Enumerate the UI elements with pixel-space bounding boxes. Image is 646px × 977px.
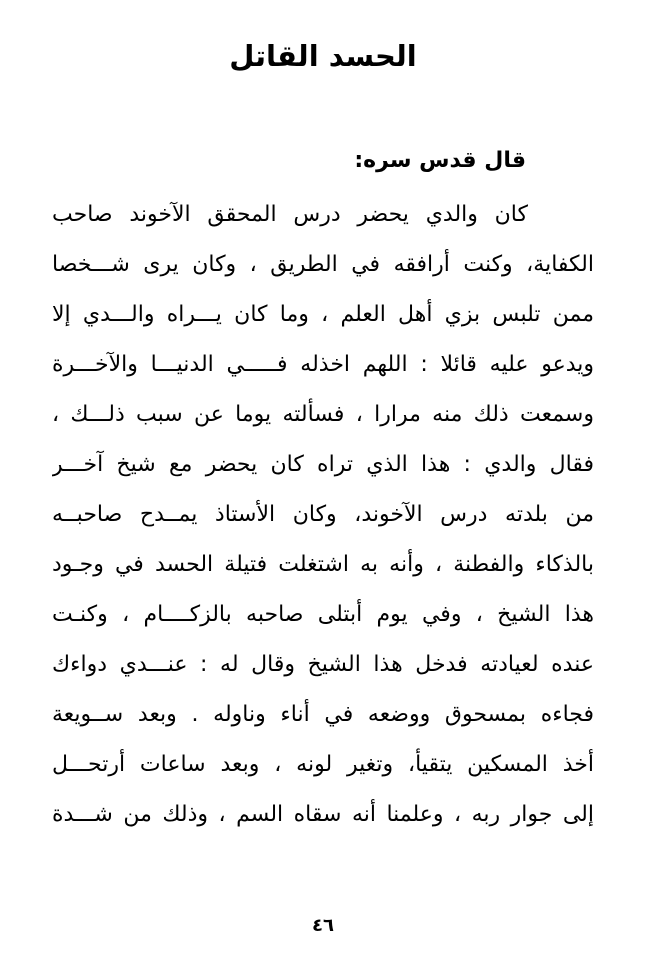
page-title: الحسد القاتل xyxy=(229,39,417,73)
body-text xyxy=(52,195,594,845)
text-line: من بلدته درس الآخوند، وكان الأستاذ يمــدح صاحبــه xyxy=(52,502,594,527)
text-line: كان والدي يحضر درس المحقق الآخوند صاحب xyxy=(52,202,528,227)
section-heading: قال قدس سره: xyxy=(354,148,526,173)
text-line: عنده لعيادته فدخل هذا الشيخ وقال له : عنـــدي دواءك xyxy=(52,652,594,677)
text-line: أخذ المسكين يتقيأ، وتغير لونه ، وبعد ساعات أرتحـــل xyxy=(52,752,594,777)
text-line: فجاءه بمسحوق ووضعه في أناء وناوله . وبعد ســويعة xyxy=(52,702,594,727)
text-line: إلى جوار ربه ، وعلمنا أنه سقاه السم ، وذلك من شـــدة xyxy=(52,802,594,827)
text-line: ويدعو عليه قائلا : اللهم اخذله فـــــي الدنيـــا والآخـــرة xyxy=(52,352,594,377)
text-line: هذا الشيخ ، وفي يوم أبتلى صاحبه بالزكــــام ، وكنـت xyxy=(52,602,594,627)
text-line: ممن تلبس بزي أهل العلم ، وما كان يـــراه والـــدي إلا xyxy=(52,302,594,327)
text-line: بالذكاء والفطنة ، وأنه به اشتغلت فتيلة الحسد في وجـود xyxy=(52,552,594,577)
text-line: فقال والدي : هذا الذي تراه كان يحضر مع شيخ آخـــر xyxy=(52,452,594,477)
page-number: ٤٦ xyxy=(312,915,334,936)
text-line: الكفاية، وكنت أرافقه في الطريق ، وكان يرى شـــخصا xyxy=(52,252,594,277)
text-line: وسمعت ذلك منه مرارا ، فسألته يوما عن سبب ذلـــك ، xyxy=(52,402,594,427)
